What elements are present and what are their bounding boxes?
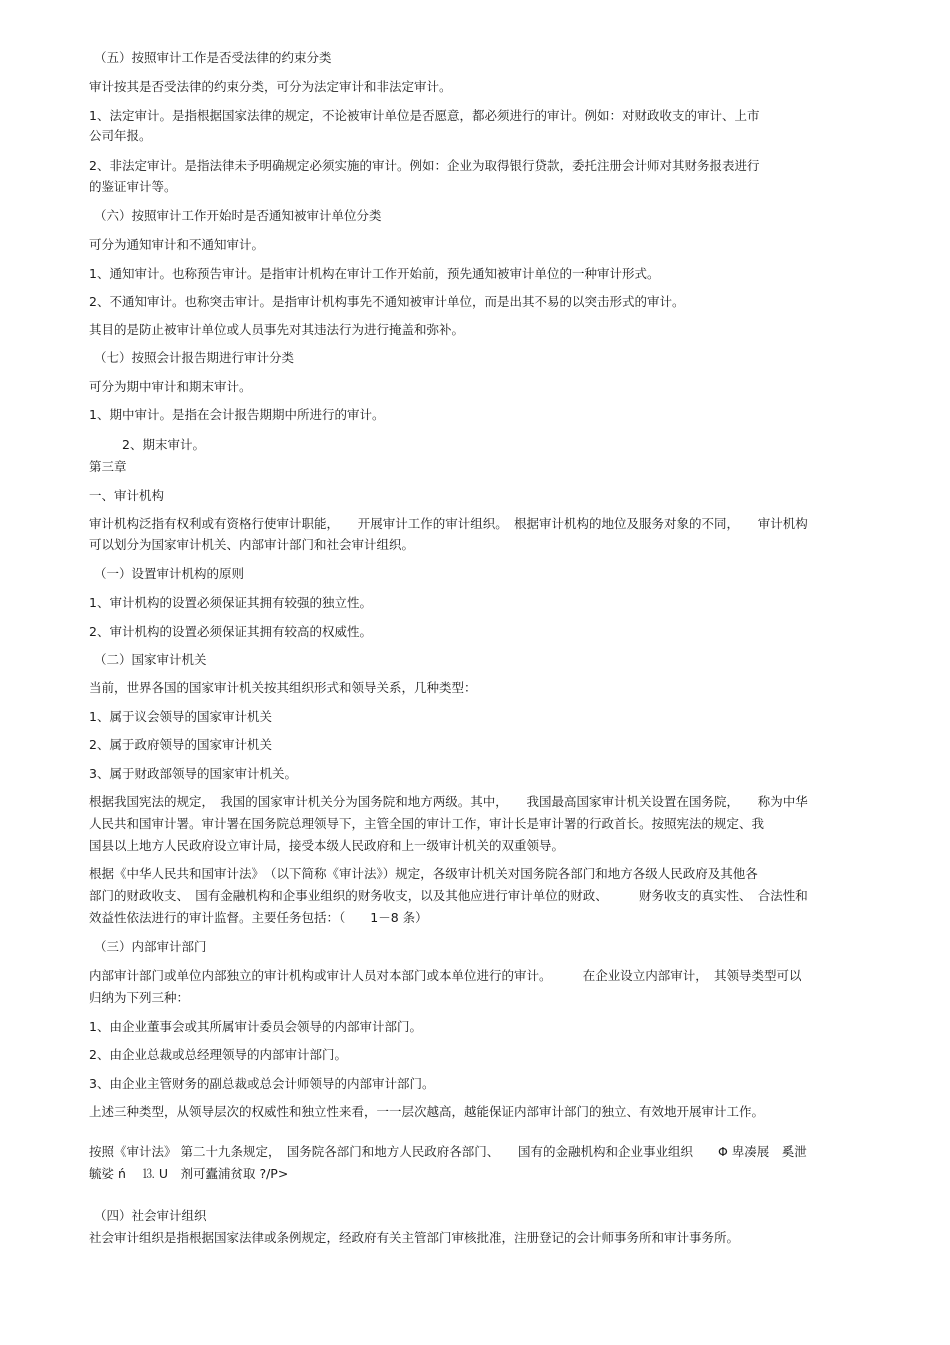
paragraph: 内部审计部门或单位内部独立的审计机构或审计人员对本部门或本单位进行的审计。 在企业设立内部审计， 其领导类型可以 — [89, 968, 802, 983]
paragraph: 1、期中审计。是指在会计报告期期中所进行的审计。 — [89, 407, 385, 422]
paragraph: 2、非法定审计。是指法律未予明确规定必须实施的审计。例如：企业为取得银行贷款，委托注册会计师对其财务报表进行 — [89, 158, 760, 173]
paragraph: 1、属于议会领导的国家审计机关 — [89, 709, 272, 724]
paragraph: 3、由企业主管财务的副总裁或总会计师领导的内部审计部门。 — [89, 1076, 435, 1091]
section-heading: （七）按照会计报告期进行审计分类 — [94, 350, 295, 365]
paragraph: 根据《中华人民共和国审计法》 （以下简称《审计法》）规定，各级审计机关对国务院各部门和地方各级人民政府及其他各 — [89, 866, 758, 881]
section-heading: （六）按照审计工作开始时是否通知被审计单位分类 — [94, 208, 382, 223]
paragraph: 审计按其是否受法律的约束分类，可分为法定审计和非法定审计。 — [89, 79, 452, 94]
paragraph: 1、法定审计。是指根据国家法律的规定，不论被审计单位是否愿意，都必须进行的审计。例如：对财政收支的审计、上市 — [89, 108, 760, 123]
paragraph: 可以划分为国家审计机关、内部审计部门和社会审计组织。 — [89, 537, 415, 552]
paragraph: 效益性依法进行的审计监督。主要任务包括：（ 1－8 条） — [89, 910, 428, 925]
paragraph: 1、通知审计。也称预告审计。是指审计机构在审计工作开始前，预先通知被审计单位的一种审计形式。 — [89, 266, 660, 281]
paragraph: 2、由企业总裁或总经理领导的内部审计部门。 — [89, 1047, 347, 1062]
paragraph: 归纳为下列三种： — [89, 990, 190, 1005]
paragraph: 公司年报。 — [89, 128, 152, 143]
paragraph: 上述三种类型，从领导层次的权威性和独立性来看，一一层次越高，越能保证内部审计部门的独立、有效地开展审计工作。 — [89, 1104, 765, 1119]
paragraph: 社会审计组织是指根据国家法律或条例规定，经政府有关主管部门审核批准，注册登记的会计师事务所和审计事务所。 — [89, 1230, 740, 1245]
paragraph: 根据我国宪法的规定， 我国的国家审计机关分为国务院和地方两级。其中， 我国最高国家审计机关设置在国务院， 称为中华 — [89, 794, 808, 809]
paragraph: 可分为通知审计和不通知审计。 — [89, 237, 265, 252]
paragraph: 的鉴证审计等。 — [89, 179, 177, 194]
section-heading: （四）社会审计组织 — [94, 1208, 207, 1223]
paragraph: 当前，世界各国的国家审计机关按其组织形式和领导关系，几种类型： — [89, 680, 477, 695]
paragraph: 人民共和国审计署。审计署在国务院总理领导下，主管全国的审计工作，审计长是审计署的行政首长。按照宪法的规定、我 — [89, 816, 765, 831]
section-heading: （一）设置审计机构的原则 — [94, 566, 245, 581]
paragraph: 可分为期中审计和期末审计。 — [89, 379, 252, 394]
section-heading: 一、审计机构 — [89, 488, 165, 503]
section-heading: （二）国家审计机关 — [94, 652, 207, 667]
paragraph: 1、由企业董事会或其所属审计委员会领导的内部审计部门。 — [89, 1019, 422, 1034]
paragraph: 国县以上地方人民政府设立审计局，接受本级人民政府和上一级审计机关的双重领导。 — [89, 838, 565, 853]
paragraph: 2、属于政府领导的国家审计机关 — [89, 737, 272, 752]
chapter-heading: 第三章 — [89, 459, 127, 474]
paragraph: 审计机构泛指有权利或有资格行使审计职能， 开展审计工作的审计组织。 根据审计机构的地位及服务对象的不同， 审计机构 — [89, 516, 808, 531]
paragraph: 部门的财政收支、 国有金融机构和企事业组织的财务收支，以及其他应进行审计单位的财政、 财务收支的真实性、 合法性和 — [89, 888, 808, 903]
paragraph: 3、属于财政部领导的国家审计机关。 — [89, 766, 297, 781]
paragraph: 2、不通知审计。也称突击审计。是指审计机构事先不通知被审计单位，而是出其不易的以突击形式的审计。 — [89, 294, 685, 309]
paragraph: 毓娑 ń ⒔ U 剂可蠹浦贫取 ?/P> — [89, 1166, 289, 1181]
paragraph: 按照《审计法》 第二十九条规定， 国务院各部门和地方人民政府各部门、 国有的金融机构和企业事业组织 Φ 卑凑展 奚泄 — [89, 1144, 807, 1159]
section-heading: （三）内部审计部门 — [94, 939, 207, 954]
paragraph: 2、审计机构的设置必须保证其拥有较高的权威性。 — [89, 624, 372, 639]
paragraph: 1、审计机构的设置必须保证其拥有较强的独立性。 — [89, 595, 372, 610]
section-heading: （五）按照审计工作是否受法律的约束分类 — [94, 50, 332, 65]
paragraph: 其目的是防止被审计单位或人员事先对其违法行为进行掩盖和弥补。 — [89, 322, 465, 337]
paragraph: 2、期末审计。 — [122, 437, 205, 452]
